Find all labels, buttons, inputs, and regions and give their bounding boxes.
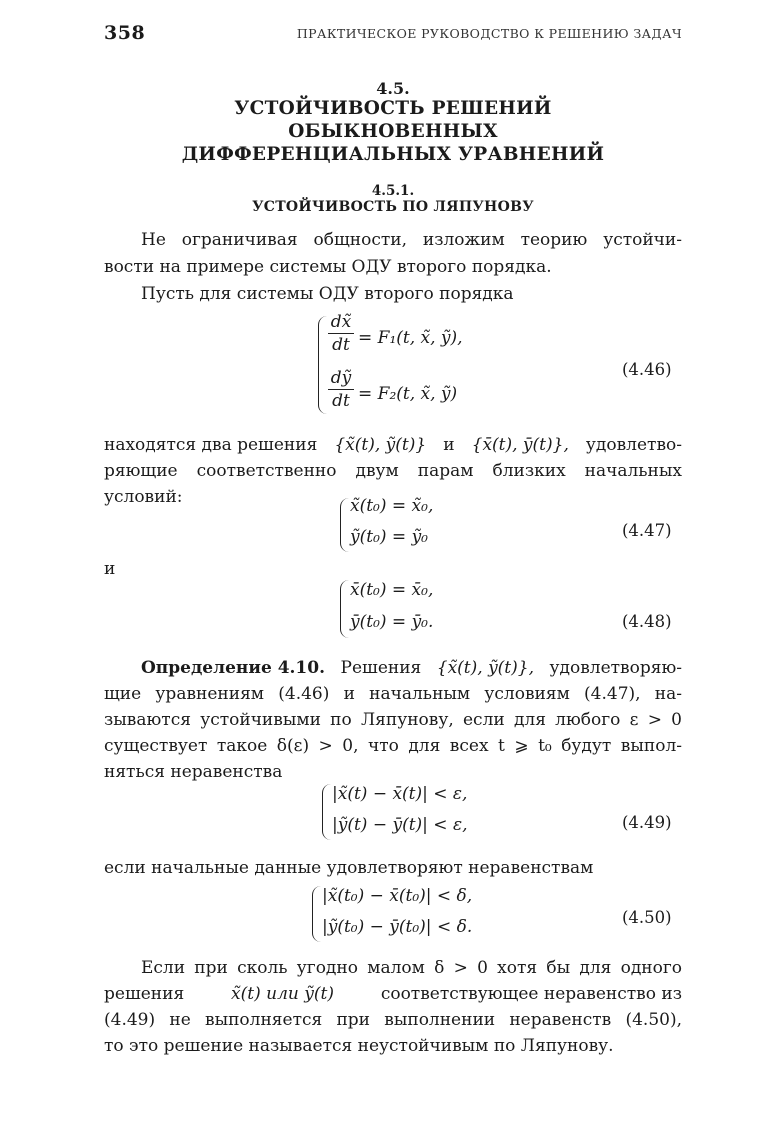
equation-line: x̄(t₀) = x̄₀, xyxy=(350,580,434,600)
equation-number: (4.46) xyxy=(622,360,672,379)
text-run: и xyxy=(443,435,455,455)
text-run: соответствующее неравенство из xyxy=(380,984,682,1004)
paragraph-line xyxy=(104,982,682,1007)
running-title: ПРАКТИЧЕСКОЕ РУКОВОДСТВО К РЕШЕНИЮ ЗАДАЧ xyxy=(296,26,682,41)
conjunction: и xyxy=(104,559,116,579)
paragraph-line: условий: xyxy=(104,487,183,507)
equation-line: |x̃(t) − x̄(t)| < ε, xyxy=(332,784,468,804)
paragraph-line: если начальные данные удовлетворяют неравенствам xyxy=(104,858,594,878)
text-run: решения xyxy=(104,984,185,1004)
inline-formula: {x̃(t), ỹ(t)} xyxy=(334,435,427,455)
equation-rhs: = F₁(t, x̃, ỹ), xyxy=(358,328,463,348)
paragraph-line: Не ограничивая общности, изложим теорию устойчи- xyxy=(141,230,682,250)
paragraph-line xyxy=(104,433,682,458)
section-title-line: ОБЫКНОВЕННЫХ xyxy=(288,121,498,142)
subsection-number: 4.5.1. xyxy=(371,183,415,199)
inline-formula: {x̄(t), ȳ(t)}, xyxy=(471,435,569,455)
paragraph-line: вости на примере системы ОДУ второго порядка. xyxy=(104,257,552,277)
fraction-denominator: dt xyxy=(332,391,350,411)
paragraph-line: то это решение называется неустойчивым по Ляпунову. xyxy=(104,1036,614,1056)
inline-formula: x̃(t) или ỹ(t) xyxy=(231,984,334,1004)
equation-number: (4.50) xyxy=(622,908,672,927)
equation-line: |ỹ(t) − ȳ(t)| < ε, xyxy=(332,815,468,835)
left-brace xyxy=(322,784,331,840)
definition-line: существует такое δ(ε) > 0, что для всех t ⩾ t₀ будут выпол- xyxy=(104,736,682,756)
section-number: 4.5. xyxy=(376,79,410,98)
text-run: Решения xyxy=(340,658,422,678)
paragraph-line: Если при сколь угодно малом δ > 0 хотя бы для одного xyxy=(141,958,682,978)
fraction-numerator: dx̃ xyxy=(328,312,354,334)
left-brace xyxy=(312,886,321,942)
inline-formula: {x̃(t), ỹ(t)}, xyxy=(436,658,534,678)
equation-line: ỹ(t₀) = ỹ₀ xyxy=(350,527,428,547)
left-brace xyxy=(318,316,327,414)
fraction xyxy=(328,368,354,412)
section-title xyxy=(104,97,682,166)
running-head xyxy=(104,22,682,46)
definition-line xyxy=(141,656,682,681)
definition-line: няться неравенства xyxy=(104,762,283,782)
left-brace xyxy=(340,498,349,552)
equation-line: |ỹ(t₀) − ȳ(t₀)| < δ. xyxy=(322,917,473,937)
paragraph-line: ряющие соответственно двум парам близких начальных xyxy=(104,461,682,481)
text-run: удовлетво- xyxy=(585,435,682,455)
equation-rhs: = F₂(t, x̃, ỹ) xyxy=(358,384,458,404)
definition-line: щие уравнениям (4.46) и начальным условиям (4.47), на- xyxy=(104,684,682,704)
equation-number: (4.49) xyxy=(622,813,672,832)
equation-number: (4.47) xyxy=(622,521,672,540)
section-title-line: ДИФФЕРЕНЦИАЛЬНЫХ УРАВНЕНИЙ xyxy=(181,144,605,165)
equation-line: |x̃(t₀) − x̄(t₀)| < δ, xyxy=(322,886,473,906)
paragraph-line: (4.49) не выполняется при выполнении неравенств (4.50), xyxy=(104,1010,682,1030)
equation-line: x̃(t₀) = x̃₀, xyxy=(350,496,434,516)
text-run: находятся два решения xyxy=(104,435,318,455)
left-brace xyxy=(340,580,349,638)
fraction-denominator: dt xyxy=(332,335,350,355)
fraction-numerator: dỹ xyxy=(328,368,354,390)
subsection-title: УСТОЙЧИВОСТЬ ПО ЛЯПУНОВУ xyxy=(252,199,534,215)
definition-line: зываются устойчивыми по Ляпунову, если для любого ε > 0 xyxy=(104,710,682,730)
paragraph-line: Пусть для системы ОДУ второго порядка xyxy=(141,284,514,304)
equation-line: ȳ(t₀) = ȳ₀. xyxy=(350,612,434,632)
fraction xyxy=(328,312,354,356)
equation-number: (4.48) xyxy=(622,612,672,631)
text-run: удовлетворяю- xyxy=(549,658,682,678)
section-title-line: УСТОЙЧИВОСТЬ РЕШЕНИЙ xyxy=(234,98,552,119)
definition-term: Определение 4.10. xyxy=(141,658,326,678)
page-number: 358 xyxy=(104,22,146,44)
